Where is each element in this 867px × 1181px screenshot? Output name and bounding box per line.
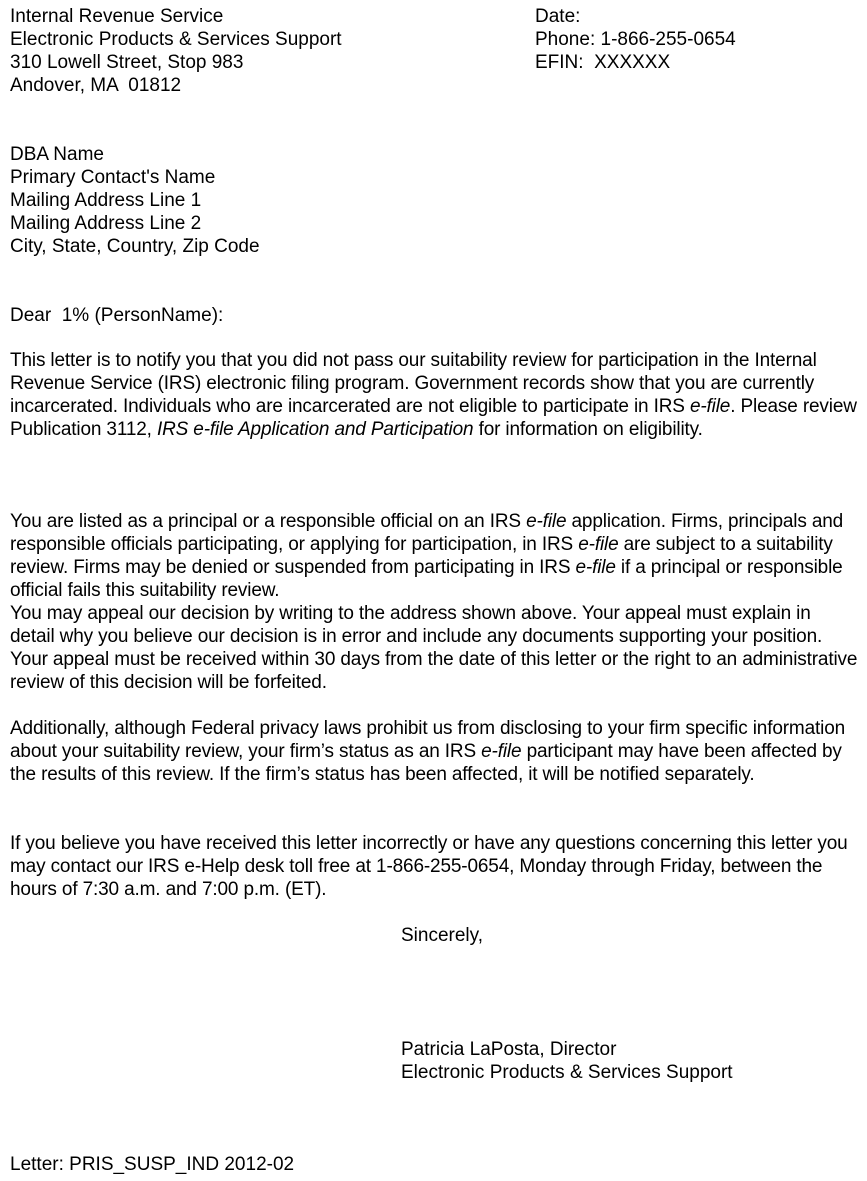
- body-paragraph-principal: [10, 510, 860, 602]
- sender-city: Andover, MA 01812: [10, 75, 182, 96]
- recipient-contact-name: Primary Contact's Name: [10, 167, 216, 188]
- body-paragraph-contact: If you believe you have received this letter incorrectly or have any questions concerning this letter you may contact our IRS e-Help desk toll free at 1-866-255-0654, Monday through Friday, between the hours of 7:30 a.m. and 7:00 p.m. (ET).: [10, 833, 848, 900]
- p2-efile-italic-2: e-file: [578, 534, 619, 555]
- p2-text-3: are subject to a suitability review. Firms may be denied or suspended from participating in IRS: [10, 534, 833, 578]
- sender-address: [10, 5, 342, 97]
- letter-meta: [535, 5, 736, 74]
- sender-street: 310 Lowell Street, Stop 983: [10, 52, 244, 73]
- p2-text-2: application. Firms, principals and responsible officials participating, or applying for participation, in IRS: [10, 511, 844, 555]
- recipient-address-line-1: Mailing Address Line 1: [10, 190, 202, 211]
- salutation: [10, 304, 223, 327]
- p4-text-2: participant may have been affected by the results of this review. If the firm’s status has been affected, it will be notified separately.: [10, 741, 842, 785]
- letter-footer: [10, 1153, 294, 1176]
- signer-title: Electronic Products & Services Support: [401, 1062, 733, 1083]
- recipient-city-state-zip: City, State, Country, Zip Code: [10, 236, 260, 257]
- closing: [401, 924, 483, 947]
- p1-text-3: for information on eligibility.: [473, 419, 703, 440]
- recipient-dba-name: DBA Name: [10, 144, 104, 165]
- sender-department: Electronic Products & Services Support: [10, 29, 342, 50]
- recipient-address-line-2: Mailing Address Line 2: [10, 213, 202, 234]
- p1-publication-title: IRS e-file Application and Participation: [156, 419, 474, 440]
- p1-text-2: . Please review Publication 3112,: [10, 396, 857, 440]
- efin-field: EFIN: XXXXXX: [535, 52, 671, 73]
- body-paragraph-privacy: [10, 717, 860, 786]
- p1-efile-italic: e-file: [689, 396, 731, 417]
- p2-text-1: You are listed as a principal or a responsible official on an IRS: [10, 511, 527, 532]
- recipient-address: [10, 143, 260, 258]
- closing-text: Sincerely,: [401, 925, 484, 946]
- p1-text-1: This letter is to notify you that you did not pass our suitability review for participation in the Internal Revenue Service (IRS) electronic filing program. Government records show that you are currently incarcerated. Individuals who are incarcerated are not eligible to participate in IRS: [10, 350, 817, 417]
- p2-text-4: if a principal or responsible official fails this suitability review.: [10, 557, 843, 601]
- phone-field: Phone: 1-866-255-0654: [535, 29, 736, 50]
- signature-block: [401, 1038, 733, 1084]
- p2-efile-italic-3: e-file: [575, 557, 616, 578]
- p4-text-1: Additionally, although Federal privacy laws prohibit us from disclosing to your firm specific information about your suitability review, your firm’s status as an IRS: [10, 718, 846, 762]
- date-field: Date:: [535, 6, 581, 27]
- p2-efile-italic-1: e-file: [526, 511, 567, 532]
- signer-name: Patricia LaPosta, Director: [401, 1039, 617, 1060]
- salutation-text: Dear 1% (PersonName):: [10, 305, 224, 326]
- letter-id: Letter: PRIS_SUSP_IND 2012-02: [10, 1154, 295, 1175]
- p4-efile-italic: e-file: [481, 741, 522, 762]
- sender-org: Internal Revenue Service: [10, 6, 224, 27]
- body-paragraph-ineligibility: [10, 349, 860, 441]
- body-paragraph-appeal: You may appeal our decision by writing to the address shown above. Your appeal must explain in detail why you believe our decision is in error and include any documents supporting your position. Your appeal must be received within 30 days from the date of this letter or the right to an administrative review of this decision will be forfeited.: [10, 603, 858, 693]
